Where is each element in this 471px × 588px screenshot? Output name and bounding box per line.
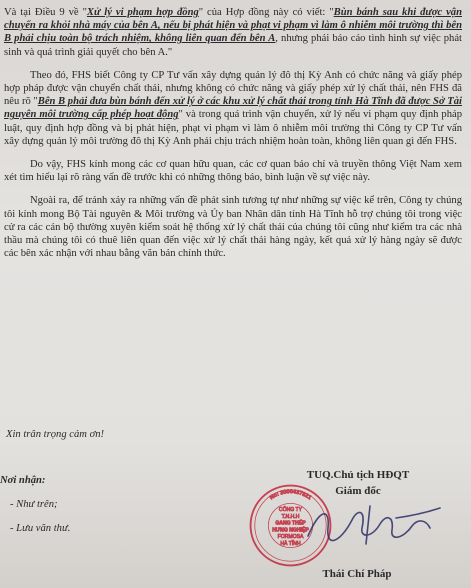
highlighted-quote: Bên B phải đưa bùn bánh đến xử lý ở các khu xử lý chất thải trong tỉnh Hà Tĩnh đã được Sở Tài nguyên môi trường cấp phép hoạt động bbox=[4, 96, 462, 121]
handwritten-signature bbox=[300, 498, 450, 553]
letter-body bbox=[4, 6, 462, 270]
closing-line: Xin trân trọng cảm ơn! bbox=[6, 429, 105, 440]
stamp-line-4: HƯNG NGHIỆP bbox=[272, 527, 309, 534]
body-paragraph bbox=[4, 69, 462, 148]
recipients-block bbox=[0, 469, 200, 541]
stamp-line-3: GANG THÉP bbox=[275, 520, 306, 527]
paragraph-text: , nhưng phải báo cáo tình hình sự việc phát sinh và quá trình giải quyết cho bên A." bbox=[4, 33, 462, 58]
body-paragraph bbox=[4, 158, 462, 184]
paragraph-text: " của Hợp đồng này có viết: " bbox=[198, 7, 334, 18]
highlighted-quote: Bùn bánh sau khi được vận chuyển ra khỏi nhà máy của bên A, nếu bị phát hiện và phạt vi phạm vì làm ô nhiễm môi trường thì bên B phải chịu toàn bộ trách nhiệm, không liên quan đến bên A bbox=[4, 7, 462, 45]
stamp-line-6: HÀ TĨNH bbox=[280, 541, 301, 548]
stamp-number: No: 3000437821 bbox=[268, 489, 313, 502]
recipients-heading: Nơi nhận: bbox=[0, 475, 46, 486]
paragraph-text: Và tại Điều 9 về " bbox=[4, 7, 87, 18]
signer-name: Thái Chí Pháp bbox=[322, 568, 392, 580]
signer-title-line1: TUQ.Chủ tịch HĐQT bbox=[306, 469, 410, 481]
paragraph-text: Do vậy, FHS kính mong các cơ quan hữu quan, các cơ quan báo chí và truyền thông Việt Nam xem xét tìm hiểu lại rõ ràng vấn đề trước khi có những thông báo, bình luận về sự việc này. bbox=[4, 159, 462, 184]
signer-title-line2: Giám đốc bbox=[335, 485, 381, 497]
stamp-line-1: CÔNG TY bbox=[278, 507, 303, 514]
recipient-item: - Lưu văn thư. bbox=[10, 523, 71, 534]
paragraph-text: " và trong quá trình vận chuyển, xử lý nếu vi phạm quy định pháp luật, quy định hợp đồng và bị phát hiện, phạt vi phạm vì làm ô nhiễm môi trường thì Công ty CP Tư vấn xây dựng quản lý môi trường đô thị Kỳ Anh phải chịu trách nhiệm hoàn toàn, không liên quan gì đến FHS. bbox=[4, 109, 462, 147]
recipient-item: - Như trên; bbox=[10, 499, 58, 510]
stamp-line-2: T.N.H.H bbox=[281, 513, 300, 520]
paragraph-text: Theo đó, FHS biết Công ty CP Tư vấn xây dựng quản lý đô thị Kỳ Anh có chức năng và giấy phép hợp pháp được vận chuyển chất thải, nhưng không có chức năng và giấy phép xử lý chất thải, nên FHS đã nêu rõ " bbox=[4, 69, 462, 108]
paragraph-text: Ngoài ra, để tránh xảy ra những vấn đề phát sinh tương tự như những sự việc kể trên, Công ty chúng tôi kính mong Bộ Tài nguyên & Môi trường và Ủy ban Nhân dân tỉnh Hà Tĩnh hỗ trợ chúng tôi trong việc cử ra các cán bộ thường xuyên kiểm soát hệ thống xử lý chất thải của chúng tôi cũng như kiểm tra các nhà thầu mà chúng tôi có thuê liên quan đến việc xử lý chất thải hàng ngày, kết quả xử lý hàng ngày sẽ được các bên xác nhận với nhau bằng văn bản chính thức. bbox=[4, 195, 462, 260]
stamp-line-5: FORMOSA bbox=[277, 534, 304, 541]
body-paragraph bbox=[4, 194, 462, 260]
body-paragraph bbox=[4, 6, 462, 59]
highlighted-quote: Xử lý vi phạm hợp đồng bbox=[86, 7, 199, 18]
